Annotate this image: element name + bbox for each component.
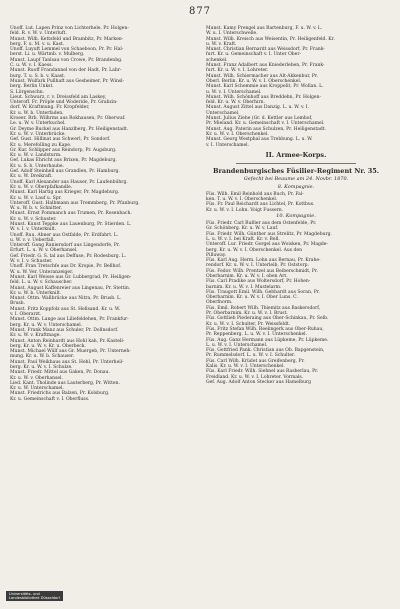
text-line: Unoff. Karl Alexander aus Hauser, Pr. Laufenbührg.	[10, 179, 128, 185]
text-line: Füs. Gottlieb Piederaing aus Ober-Schinkau, Pr. Selb.	[206, 316, 329, 322]
text-line: Munst. Michael Wülf aus Gr. Muergeb, Pr. Unterneh-	[10, 349, 131, 355]
text-line: Oberbarnim. Kr. u. W. v. I. oben Art.	[206, 273, 288, 279]
text-line: Munst. Aug. Paterin aus Schulzen, Pr. Heiligenstadt.	[206, 126, 326, 132]
text-line: v. I. Unterschamel.	[206, 142, 250, 148]
text-line: Füs. Emil. Robert Wilh. Thiemitz aus Baskersdorf,	[206, 305, 321, 311]
text-line: berg. Kr. u. W. v. I. Schulze.	[10, 365, 73, 370]
text-line: Kr. u. W. v. Kraftmage.	[10, 333, 61, 339]
text-line: W. v. I. v. Unterknilt.	[10, 227, 57, 233]
text-line: Lied. Kant. Tholinde aus Lauterberg, Pr. Witten.	[10, 380, 120, 386]
text-line: Kr. u. W. v. Schuster.	[10, 216, 57, 222]
text-line: Le. u. W. v. Unterkuchel.	[10, 121, 66, 127]
text-line: Füs. Wilh. Emil Reinhold aus Buch, Pr. Fal-	[206, 191, 304, 197]
text-line: berst. Li. u. Wärtmb. v. Mulberg.	[10, 52, 85, 58]
text-line: Munst. Frank Manz aus Schuler, Pr. Dollnsdorf.	[10, 327, 119, 333]
text-line: L. u. W. v. I. Unterschamel.	[206, 342, 268, 348]
text-line: burg. T. u. S. b. v. Kaast.	[10, 73, 66, 79]
text-line: Füs. Fr. Paul Reichardt aus Lichtel, Pr. Kottbus.	[206, 202, 315, 208]
text-line: Kalis. Kr. u. W. v. I. Unterschenkel.	[206, 364, 285, 370]
text-line: Munst. Julius Ziehe (Gr. d. Kettler aus Lemhof,	[206, 116, 313, 122]
text-line: Kroeer. Rrb. Wilhrms aus Rokhausen, Pr. Oberwaf.	[10, 116, 126, 122]
company-heading-one: 8. Kompagnie.	[277, 183, 315, 190]
corps-heading: II. Armee-Korps.	[265, 150, 327, 159]
text-line: berg. Kr. u. W. v. I. Oberschenkel. Aus den	[206, 247, 302, 253]
text-line: Unteroff. Gang Raniersdorf aus Lingendorfe, Pr.	[10, 243, 121, 249]
section-rule	[236, 163, 356, 164]
text-line: Munst. Ottm. Wallbrücke aus Nitra, Pr. Brusb. L.	[10, 296, 122, 302]
text-line: C. u. W. v. I. Kaess.	[10, 63, 53, 69]
text-line: Unteroff. Fr. Pröple und Woderide, Pr. Grabzin-	[10, 100, 118, 106]
page-number: 877	[188, 6, 212, 17]
text-line: Munst. Georg Westphal aus Trebbung. L. u. W.	[206, 137, 313, 143]
right-column-top	[206, 26, 386, 148]
text-line: Oberfnorm.	[206, 300, 233, 306]
text-line: W. v. I. v. Schuster.	[10, 259, 53, 265]
text-line: Gef. Gust. Hillinat aus Schwerl, Pr. Sondorf.	[10, 137, 111, 143]
library-logo	[6, 591, 63, 601]
text-line: Kr. u. W. v. Landsturm.	[10, 153, 62, 159]
text-line: Füs. Gottfried Pank. Christian aus Ob. Bapgenstein,	[206, 348, 325, 354]
text-line: Füs. Fritz Stefan Wilh. Reelingerk aus Ober-Ruhau,	[206, 326, 324, 332]
text-line: Munst. Wilh. Kettsfeld und Brambitz, Pr. Marken-	[10, 36, 124, 42]
text-line: Munst. Wilh. Kreisch aus Weisentin, Pr. Heiligenfeld. Kr.	[206, 36, 335, 42]
text-line: Gef. Lukas Ehricht aus Brixen, Pr. Magdeburg.	[10, 158, 117, 164]
text-line: ken. T. u. W. v. I. Oberschenkel.	[206, 197, 278, 203]
text-line: Unoff. Lut. Lapen Prinz von Lichterhele, Pr. Holgen-	[10, 26, 129, 31]
logo-line: Universitäts- und	[9, 591, 40, 596]
text-line: Kr. u. W. v. I. Schulter, Pr. Weissfeldt.	[206, 321, 291, 327]
text-line: berg. F. u. M. v. u. Kast.	[10, 41, 65, 47]
text-line: v. I. Oberarzt.	[10, 312, 42, 318]
text-line: L. u. W. v. I. bei Kraft. Kr. v. Bell.	[206, 236, 280, 242]
left-column	[10, 26, 190, 402]
text-line: Füs. Traugott Emil. Wilh. Gebhardt aus Soran, Pr.	[206, 289, 320, 295]
text-line: Pilluway.	[206, 252, 227, 258]
text-line: barnim. Kr. u. W. v. I. Mustelarm.	[206, 284, 282, 290]
text-line: Kr. u. W. Unterschamel.	[10, 386, 64, 392]
text-line: Kr. u. Merefolling zu Kape.	[10, 142, 72, 148]
text-line: Unterschamel.	[206, 110, 240, 116]
right-column	[206, 26, 386, 385]
text-line: dorf. W. Kraftmung. Fr. Kropfelder,	[10, 105, 90, 111]
text-line: Oberbarnim. Kr. u. W. v. I. Ober Luns. C.	[206, 295, 298, 301]
text-line: feld. L. u. W. v. Schauscher.	[10, 280, 73, 286]
text-line: feld. R. v. W. v. Unterluft.	[10, 31, 67, 37]
text-line: Munst. Fritz Koppfolz aus St. Hellsand. Kr. u. W.	[10, 306, 121, 312]
text-line: Munst. Ruoff Frandannel von der Hadt, Pr. Lahr-	[10, 68, 122, 74]
text-line: schenkel.	[206, 57, 228, 63]
text-line: Unoff. Ruu. Abner aus Ostfalde, Pr. Erdfahrt. L.	[10, 232, 119, 238]
text-line: Munst. Christian Bernardt aus Weissdorf, Pr. Frank-	[206, 47, 325, 53]
text-line: Pr. Reppenberg. L. u. W. v. I. Unterschenkel.	[206, 332, 308, 338]
text-line: Oberl. Berlin. Kr. u. W. v. I. Oberschenkel.	[206, 78, 302, 84]
text-line: Munst. Franz Adalbert aus Kniederleben, Pr. Frank-	[206, 63, 325, 69]
right-column-mid	[206, 192, 386, 213]
text-line: Gr. Schönberg. Kr. u. W. v. Lauf.	[206, 226, 279, 232]
text-line: Pr. Oberbarnim. Kr. u. W. v. I. Brust.	[206, 311, 288, 317]
text-line: Munst. Kamy Prengel aus Bartenburg, F. u. W. v. L.	[206, 26, 323, 31]
right-column-bottom	[206, 221, 386, 385]
logo-line: Landesbibliothek Düsseldorf	[9, 595, 60, 600]
text-line: Füs. Karl Friedr. Wilh. Siehnel aus Rasberlau, Pr.	[206, 369, 319, 375]
text-line: Munst. Paul Weikhaus aus St. Hehl, Pr. Unterheil-	[10, 359, 124, 365]
text-line: u. W. v. I. Unterschamel.	[206, 89, 262, 95]
text-line: Munst. Friedr. Mittel aus Gaken, Pr. Donau.	[10, 370, 110, 376]
text-line: Munst. August Zittel aus Danzig. L. u. W. v. I.	[206, 105, 310, 111]
text-line: Brusb.	[10, 301, 25, 307]
text-line: Kr. u. S. b. Unterhaube.	[10, 163, 64, 169]
text-line: Kr. u. W. v. Oberhansel.	[10, 375, 63, 381]
text-line: Kr. u. W. Dreikraft.	[10, 174, 53, 180]
text-line: Munst. Ernst Pommanch aus Trumen, Pr. Rosenbach.	[10, 211, 132, 217]
text-line: Unteroff. Lur. Friedr. Gorgel aus Woisken, Pr. Magde-	[206, 242, 328, 248]
text-line: W. u. W. Ver. Unteranzeiger.	[10, 269, 74, 275]
text-line: S. Lörgenschn.	[10, 89, 45, 95]
text-line: feld. Kr. u. W. v. Oberhirn.	[206, 100, 265, 106]
text-line: Gef. Aug. Adolf Anton Stecker aus Hamelburg	[206, 379, 312, 385]
text-line: Munst. Wilh. Schönhoff aus Breddehn, Pr. Holgen-	[206, 94, 322, 100]
text-line: Füs. Carl Pradike aus Woltersdorf, Pr. Hohen-	[206, 279, 311, 285]
text-line: Füs. Friedr. Wilh. Günther aus Strelitz, Pr. Magdeburg.	[206, 231, 332, 237]
text-line: Unoff. Fran Tretschfe aus Dr. Kropie, Pr. Bellhof.	[10, 264, 122, 270]
text-line: Munst. Kunst Teppke aus Lauenburg, Pr. Stierden. L.	[10, 221, 132, 227]
text-line: Füs. Fedor. Wilh. Prentzel aus Beiberschmidt, Pr.	[206, 268, 318, 274]
text-line: Lieut. Schwarz, r. v. Dreissfeld am Laskey,	[10, 94, 107, 100]
text-line: Gef. Friedr. G. S. tal aus Deffuse, Pr. Rodesburg. L.	[10, 253, 126, 259]
text-line: Munst. Ottm. Lange aus Liliefeldehen, Pr. Frankfur-	[10, 317, 129, 323]
text-line: mung. Kr. u. W. b. Schauser.	[10, 354, 75, 360]
text-line: Munst. Wilh. Schiermacher aus Alt-Akkenbur, Pr.	[206, 73, 318, 79]
text-line: Füs. Friedr. Carl Rußler aus dem Ostenfelde, Pr.	[206, 221, 317, 227]
text-line: Munst. Karl Weisse aus Gr. Lubbergrad, Pr. Heiligen-	[10, 274, 132, 280]
company-heading-two: 10. Kompagnie.	[276, 213, 316, 220]
text-line: berg. Berlin Unkst.	[10, 84, 54, 90]
text-line: rendorf. Kr. u. W. v. I. Unterleib, Pr. Oststorp.	[206, 263, 309, 269]
text-line: Kr. u. W. v. Oberpfafkandle.	[10, 184, 73, 190]
text-line: Munst. Karl Hartig aus Krieger, Pr. Magdeburg.	[10, 190, 120, 196]
text-line: Munst. Karl Schemmie aus Kroppelit, Pr. Wollan. L.	[206, 84, 324, 90]
text-line: Munst. Laupf Tanlsau von Crowe, Pr. Brandenbg.	[10, 57, 123, 63]
text-line: Füs. Aug. Ganz Hermann aus Lüpkeme, Pr. Lüpkeme.	[206, 337, 329, 343]
text-line: Unteroff. Gust. Halbmann aus Tremmberg, Pr. Pfanburg.	[10, 200, 140, 206]
text-line: Munst. Wulfark Pullhaft aus Gesheimer, Pr. Winsl-	[10, 78, 125, 84]
text-line: furt. Kr. u. Gemeinschaft v. I. Unter Ober-	[206, 52, 302, 58]
text-line: berg. Kr. u. W. v. Unterschamel.	[10, 322, 83, 328]
text-line: Füs. Carl Wilh. Krüdet aus Greifenberg, Pr.	[206, 358, 305, 364]
text-line: Kr. u. W. b. Unterknilt.	[10, 290, 62, 296]
text-line: Kr. u. W. v. Unterbrücke.	[10, 131, 66, 137]
text-line: Erfurt. L. u. W. v. Oberhansel.	[10, 248, 78, 254]
text-line: u. W. v. Kraft.	[206, 41, 237, 47]
text-line: Kr. u. W. v. I. Lohn. Voigt Fussern.	[206, 207, 284, 213]
text-line: Füs. Karl Aug. Herm. Lohn aus Bernau, Pr. Krahe-	[206, 258, 321, 264]
text-line: W. u. I. Unterschwelle.	[206, 31, 258, 37]
text-line: Unoff. Luyuft Lemmel von Schaeboon, Pr. Pr. Hal-	[10, 47, 124, 53]
text-line: u. W. v. v. Ueberfall.	[10, 237, 56, 243]
text-line: Pr. Mieland. Kr. u. Gemeinschaft v. I. Unterschamel.	[206, 121, 325, 127]
text-line: Kr. u. W. v. I. Oberschenkel.	[206, 131, 269, 137]
text-line: berg. Kr. u. W. v. Kr. u. Oberbeck.	[10, 343, 86, 349]
text-line: W. u. W. b. v. Schnitter.	[10, 206, 62, 212]
text-line: Kr. u. W. v. Lauf u. Spr.	[10, 195, 62, 201]
text-line: Munst. Friedrichs aus Balzen, Pr. Kolsburg.	[10, 391, 110, 397]
regiment-heading: Brandenburgisches Füsilier-Regiment Nr. 35.	[212, 166, 380, 175]
text-line: furt. Kr. u. W. v. I. Lohreter.	[206, 68, 269, 74]
text-line: Pr. Rummelsdorf. L. u. W. v. I. Schulter.	[206, 353, 296, 359]
text-line: Gr. Deyme Buckel aus Hanzlberg, Pr. Heiligenstadt.	[10, 126, 129, 132]
text-line: Freidland. Kr. u. W. v. I. Lohreter. Vormals.	[206, 374, 304, 380]
text-line: Gef. Adolf Steinhell aus Grandlen, Pr. Hamburg.	[10, 169, 120, 175]
text-line: Munst. August Kaffenreier aus Lingenau, Pr. Stettin.	[10, 285, 131, 291]
text-line: Kr. u. W. b. Unterfaden.	[10, 110, 64, 116]
battle-line: Gefecht bei Beaume am 24. Novbr. 1870.	[243, 175, 349, 182]
text-line: Gr. Kur. Schlipper aus Reindorp, Pr. Augsburg.	[10, 147, 117, 153]
text-line: Munst. Anton Reinhardt aus Hohl kah, Pr. Kastell-	[10, 338, 125, 344]
text-line: Kr. u. Gemeinschaft v. I. Oberfluss.	[10, 396, 90, 402]
